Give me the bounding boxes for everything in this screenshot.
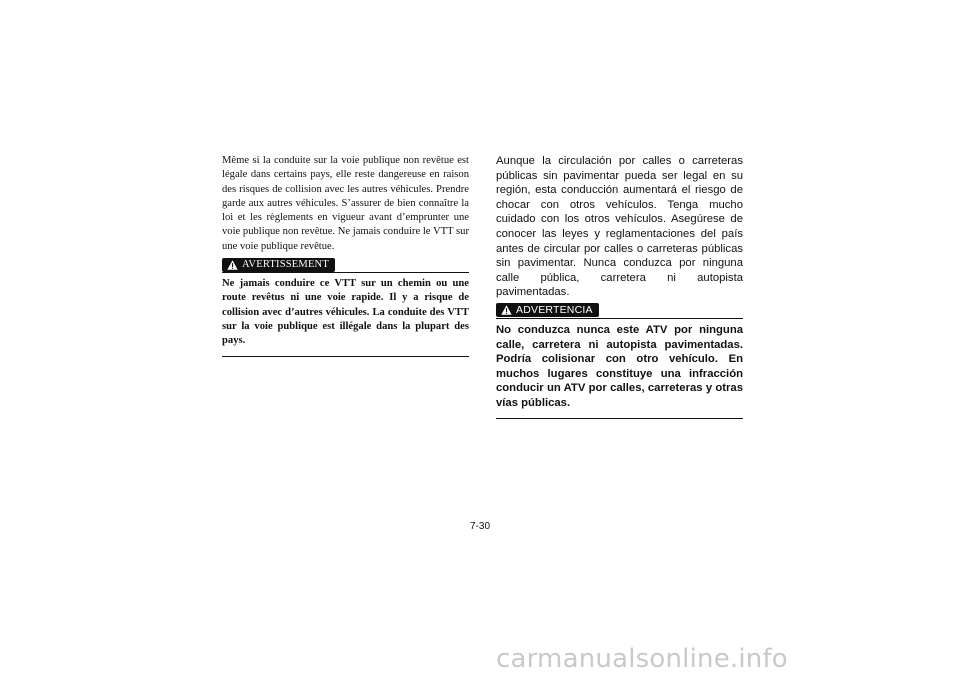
warning-triangle-icon (227, 260, 238, 270)
french-warning-end-rule (222, 356, 469, 357)
french-column (222, 154, 469, 357)
french-warning-badge (222, 258, 335, 272)
spanish-paragraph: Aunque la circulación por calles o carreteras públicas sin pavimentar pueda ser legal en su región, esta conducción aumentará el riesgo de chocar con otros vehículos. Tenga mucho cuidado con los otros vehículos. Asegúrese de conocer las leyes y reglamentaciones del país antes de circular por calles o carreteras públicas sin pavimentar. Nunca conduzca por ninguna calle pública, carretera ni autopista pavimentadas. (496, 155, 743, 299)
french-paragraph: Même si la conduite sur la voie publique non revêtue est légale dans certains pays, elle reste dangereuse en raison des risques de collision avec les autres véhicules. Prendre garde aux autres véhicules. S’assurer de bien connaître la loi et les règlements en vigueur avant d’emprunter une voie publique non revêtue. Ne jamais conduire le VTT sur une voie publique revêtue. (222, 155, 469, 252)
watermark: carmanualsonline.info (496, 644, 788, 674)
spanish-warning-badge (496, 303, 599, 317)
spanish-warning-label: ADVERTENCIA (516, 304, 593, 317)
spanish-warning-header (496, 303, 743, 320)
spanish-column (496, 154, 743, 419)
spanish-warning-text: No conduzca nunca este ATV por ninguna calle, carretera ni autopista pavimentadas. Podría colisionar con otro vehículo. En muchos lugares constituye una infracción conducir un ATV por calles, carreteras y otras vías públicas. (496, 323, 743, 409)
spanish-warning-end-rule (496, 418, 743, 419)
french-warning-text: Ne jamais conduire ce VTT sur un chemin ou une route revêtus ni une voie rapide. Il y a risque de collision avec d’autres véhicules. La conduite des VTT sur la voie publique est illégale dans la plupart des pays. (222, 278, 469, 347)
warning-triangle-icon (501, 305, 512, 315)
warning-header-rule (496, 318, 743, 319)
french-warning-header (222, 257, 469, 274)
page-number: 7-30 (470, 521, 491, 532)
warning-header-rule (222, 272, 469, 273)
french-warning-label: AVERTISSEMENT (242, 259, 329, 271)
